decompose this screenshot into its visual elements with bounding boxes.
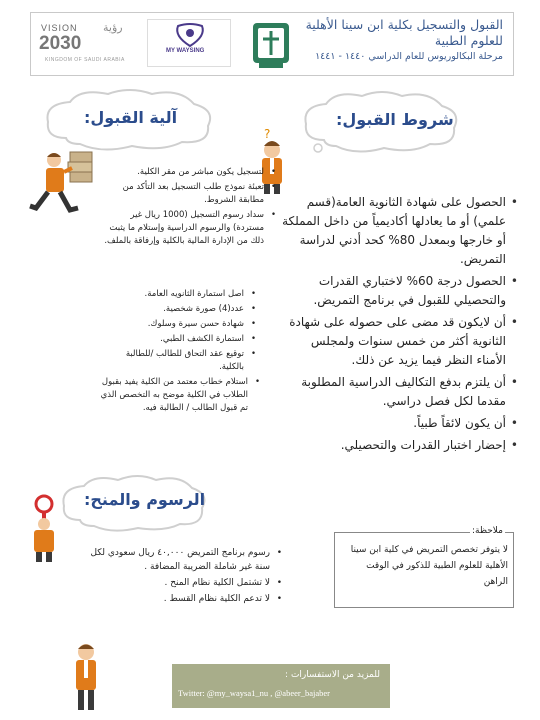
list-item: • الحصول درجة 60% لاختباري القدرات والتحصيلي للقبول في برنامج التمريض. xyxy=(282,272,518,310)
list-item: • رسوم برنامج التمريض ٤٠,٠٠٠ ريال سعودي لكل سنة غير شاملة الضريبة المضافة . xyxy=(86,546,282,574)
vision-country: KINGDOM OF SAUDI ARABIA xyxy=(45,57,125,63)
list-item: • أن لايكون قد مضى على حصوله على شهادة الثانوية أكثر من خمس سنوات ولمجلس الأمناء النظر فيما يزيد عن ذلك. xyxy=(282,313,518,370)
vision-word: VISION xyxy=(41,23,78,33)
vision-arabic: رؤية xyxy=(103,21,123,34)
partner-logo-icon xyxy=(148,20,232,68)
svg-text:?: ? xyxy=(264,127,271,141)
list-item: • اصل استمارة الثانويه العامة. xyxy=(124,288,256,301)
list-item: • عدد(4) صورة شخصية. xyxy=(124,303,256,316)
fees-list xyxy=(86,546,282,608)
list-item: • توقيع عقد التحاق للطالب /للطالبة بالكلية. xyxy=(124,348,256,374)
mechanism-steps-visible xyxy=(100,166,276,250)
vision-2030-logo xyxy=(39,19,157,71)
standing-man-icon xyxy=(64,640,108,714)
list-item: • تعبئة نموذج طلب التسجيل بعد التأكد من مطابقة الشروط. xyxy=(100,181,276,207)
note-text: لا يتوفر تخصص التمريض في كلية ابن سينا الأهلية للعلوم الطبية للذكور في الوقت الراهن xyxy=(350,545,508,587)
list-item: • شهادة حسن سيرة وسلوك. xyxy=(124,318,256,331)
vision-year: 2030 xyxy=(39,33,82,54)
list-item: • استلام خطاب معتمد من الكلية يفيد بقبول الطلاب في الكلية موضح به التخصص الذي تم قبول الطالب / الطالبة فيه. xyxy=(100,376,260,415)
contact-footer xyxy=(172,664,390,708)
header-title-line1: القبول والتسجيل بكلية ابن سينا الأهلية xyxy=(305,17,503,32)
list-item: • الحصول على شهادة الثانوية العامة(قسم علمي) أو ما يعادلها أكاديمياً من داخل المملكة أو خارجها وبمعدل 80% كحد أدني لدراسة التمريض. xyxy=(282,193,518,269)
conditions-list xyxy=(282,193,518,458)
list-item: • لا تدعم الكلية نظام القسط . xyxy=(86,592,282,606)
footer-inquiries: للمزيد من الاستفسارات : xyxy=(285,670,380,680)
list-item: • لا تشتمل الكلية نظام المنح . xyxy=(86,576,282,590)
header-banner xyxy=(30,12,514,76)
list-item: • أن يلتزم بدفع التكاليف الدراسية المطلوبة مقدما لكل فصل دراسي. xyxy=(282,373,518,411)
mechanism-title: آلية القبول: xyxy=(84,108,178,127)
mechanism-final-step xyxy=(100,376,260,417)
running-man-boxes-icon xyxy=(26,146,102,222)
partner-logo-text: MY WAYSING xyxy=(166,48,205,54)
list-item: • سداد رسوم التسجيل (1000 ريال غير مستردة) والرسوم الدراسية وإستلام ما يثبت ذلك من الإدارة المالية بالكلية وإرفاقة بالملف. xyxy=(100,209,276,248)
header-academic-year: مرحلة البكالوريوس للعام الدراسي ١٤٤٠ - ١٤٤١ xyxy=(315,51,503,62)
partner-logo xyxy=(147,19,231,67)
fees-title: الرسوم والمنح: xyxy=(84,490,206,509)
magnifier-man-icon xyxy=(24,494,64,564)
footer-twitter: Twitter: @my_waysa1_nu , @abeer_bajaber xyxy=(178,688,330,698)
list-item: • إحضار اختبار القدرات والتحصيلي. xyxy=(282,436,518,455)
conditions-title: شروط القبول: xyxy=(336,110,454,129)
list-item: • أن يكون لائقاً طبياً. xyxy=(282,414,518,433)
header-text xyxy=(253,17,503,65)
note-label: ملاحظة: xyxy=(472,526,503,536)
list-item: • لتسجيل يكون مباشر من مقر الكلية. xyxy=(100,166,276,179)
mechanism-documents-list xyxy=(124,288,256,376)
header-title-line2: للعلوم الطبية xyxy=(434,33,503,48)
list-item: • استمارة الكشف الطبي. xyxy=(124,333,256,346)
